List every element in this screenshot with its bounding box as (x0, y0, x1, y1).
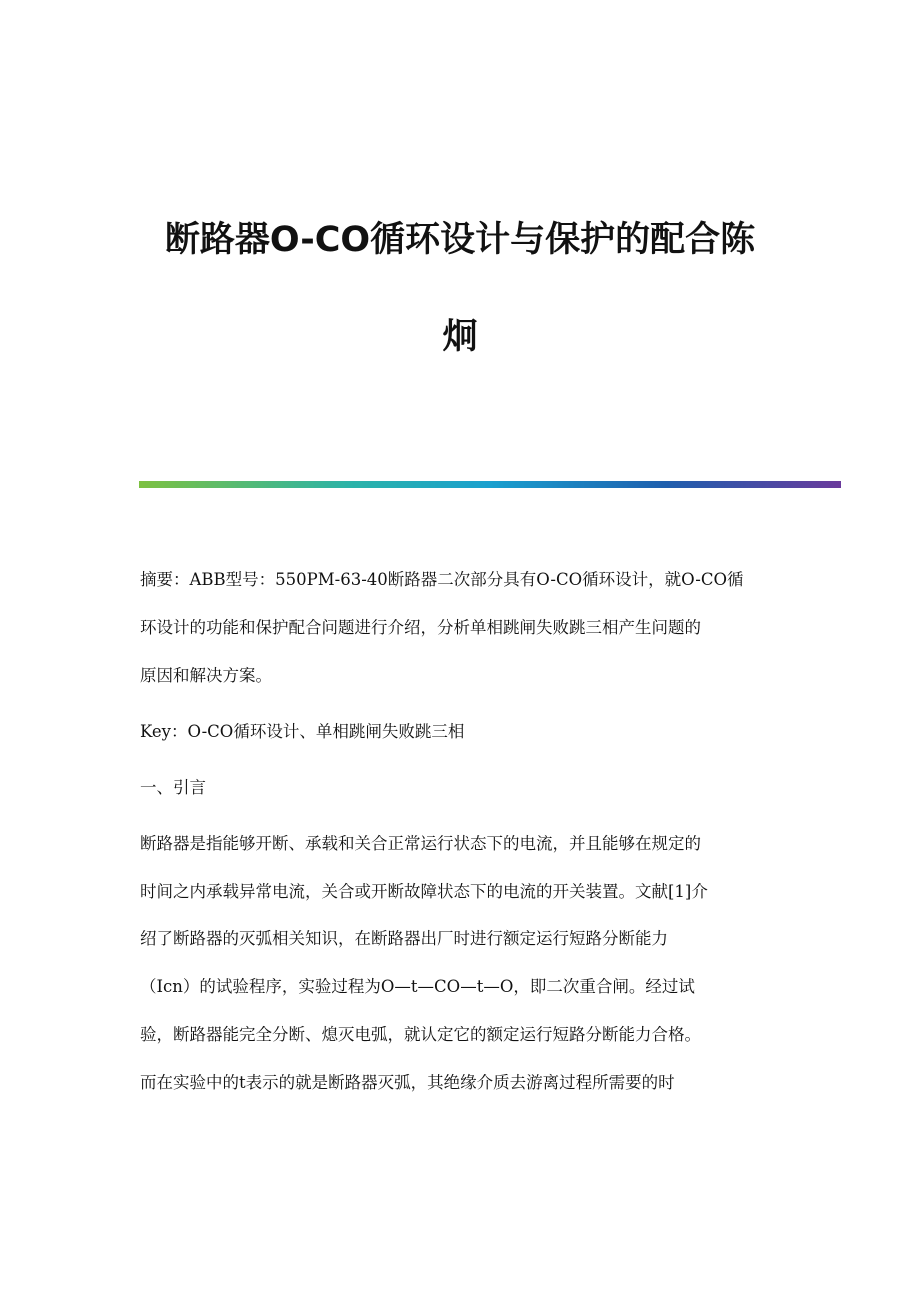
paragraph-line: 而在实验中的t表示的就是断路器灭弧，其绝缘介质去游离过程所需要的时 (140, 1073, 675, 1092)
paragraph-line: （Icn）的试验程序，实验过程为O—t—CO—t—O，即二次重合闸。经过试 (140, 977, 695, 996)
paragraph-line: 验，断路器能完全分断、熄灭电弧，就认定它的额定运行短路分断能力合格。 (140, 1025, 701, 1044)
abstract-line: 摘要：ABB型号：550PM-63-40断路器二次部分具有O-CO循环设计，就O-CO循 (140, 570, 744, 589)
paragraph-line: 时间之内承载异常电流，关合或开断故障状态下的电流的开关装置。文献[1]介 (140, 882, 708, 901)
paragraph-line: 绍了断路器的灭弧相关知识，在断路器出厂时进行额定运行短路分断能力 (140, 929, 668, 948)
document-title-author: 炯 (442, 317, 478, 357)
abstract-line: 环设计的功能和保护配合问题进行介绍，分析单相跳闸失败跳三相产生问题的 (140, 618, 701, 637)
decorative-gradient-rule (139, 481, 841, 488)
keywords: Key：O-CO循环设计、单相跳闸失败跳三相 (140, 722, 465, 741)
abstract-line: 原因和解决方案。 (140, 666, 272, 685)
document-title: 断路器O-CO循环设计与保护的配合陈 (164, 220, 756, 260)
paragraph-line: 断路器是指能够开断、承载和关合正常运行状态下的电流，并且能够在规定的 (140, 834, 701, 853)
section-heading: 一、引言 (140, 778, 206, 797)
